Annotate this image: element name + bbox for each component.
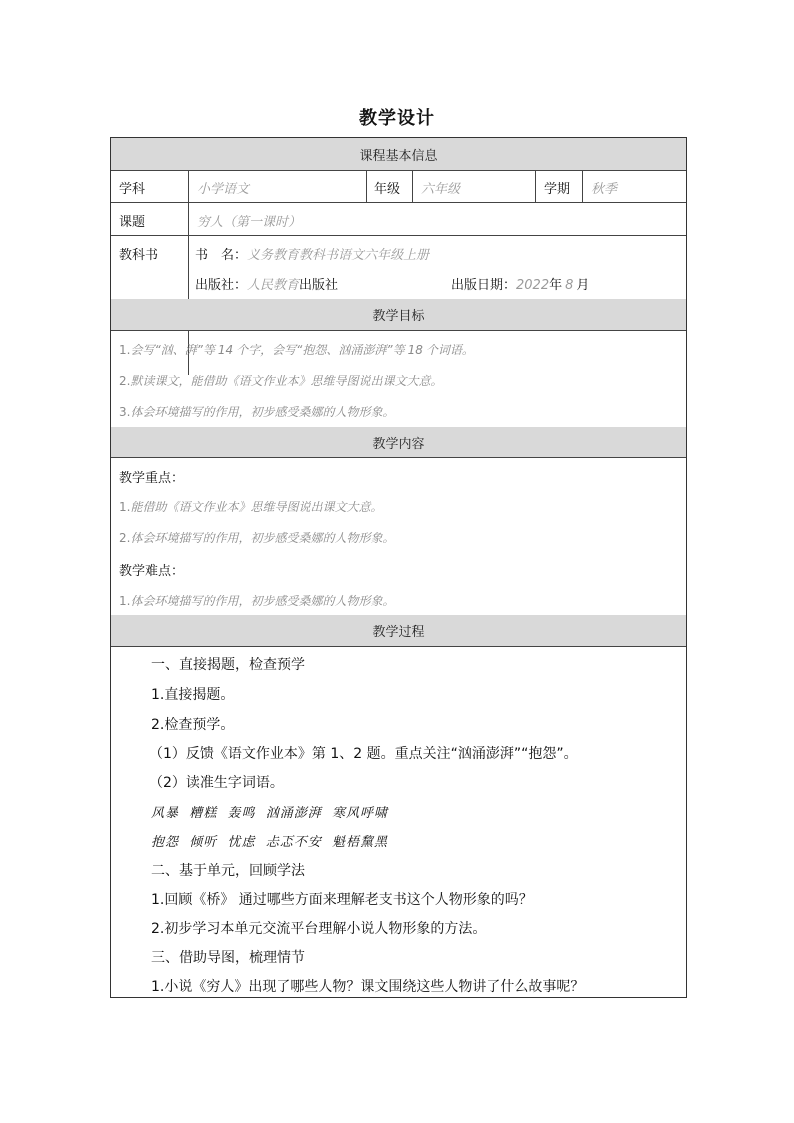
grade-label: 年级 [374,182,401,197]
page-title: 教学设计 [359,108,435,129]
publisher-row [195,274,338,293]
lesson-value: 穷人（第一课时） [197,215,302,230]
publish-year-unit: 年 [549,278,563,293]
publish-date-label: 出版日期： [451,278,517,293]
publisher-label: 出版社： [195,278,248,293]
publisher-value: 人民教育 [247,278,300,293]
lesson-label: 课题 [119,215,146,230]
textbook-label: 教科书 [119,248,159,263]
publish-year: 2022 [516,278,550,293]
publisher-suffix: 出版社 [299,278,339,293]
process-heading: 二、基于单元，回顾学法 [151,863,305,879]
process-step: 1.直接揭题。 [151,687,235,703]
grade-value: 六年级 [421,182,461,197]
subject-value: 小学语文 [197,182,250,197]
process-step: 2.检查预学。 [151,717,235,733]
term-label: 学期 [544,182,571,197]
section-header-objectives: 教学目标 [111,299,686,330]
vocabulary-line: 抱怨 倾听 忧虑 忐忑不安 魁梧黧黑 [151,835,389,850]
publish-month: 8 [565,278,574,293]
section-header-basic-info: 课程基本信息 [111,138,686,170]
process-step: 1.回顾《桥》 通过哪些方面来理解老支书这个人物形象的吗？ [151,892,533,908]
difficulty-label: 教学难点： [119,564,185,579]
process-heading: 三、借助导图，梳理情节 [151,950,305,966]
book-name-value: 义务教育教科书语文六年级上册 [247,248,430,263]
objective-item: 3.体会环境描写的作用，初步感受桑娜的人物形象。 [119,405,395,419]
process-step: 1.小说《穷人》出现了哪些人物？课文围绕这些人物讲了什么故事呢？ [151,979,585,995]
process-step: 2.初步学习本单元交流平台理解小说人物形象的方法。 [151,921,487,937]
section-header-process: 教学过程 [111,615,686,646]
section-header-content: 教学内容 [111,427,686,457]
publish-date-row [451,274,589,293]
objective-item: 2.默读课文，能借助《语文作业本》思维导图说出课文大意。 [119,374,443,388]
process-step: （1）反馈《语文作业本》第 1、2 题。重点关注“汹涌澎湃”“抱怨”。 [149,746,578,762]
process-heading: 一、直接揭题，检查预学 [151,657,305,673]
process-step: （2）读准生字词语。 [149,775,284,791]
subject-label: 学科 [119,182,146,197]
book-name-row [195,244,429,263]
publish-month-unit: 月 [576,278,590,293]
vocabulary-line: 风暴 糟糕 轰鸣 汹涌澎湃 寒风呼啸 [151,806,389,821]
objective-item: 1.会写“汹、湃”等 14 个字，会写“抱怨、汹涌澎湃”等 18 个词语。 [119,343,474,357]
difficulty-item: 1.体会环境描写的作用，初步感受桑娜的人物形象。 [119,594,395,608]
key-points-label: 教学重点： [119,471,185,486]
term-value: 秋季 [591,182,618,197]
key-point-item: 1.能借助《语文作业本》思维导图说出课文大意。 [119,500,383,514]
lesson-plan-table [110,137,687,998]
key-point-item: 2.体会环境描写的作用，初步感受桑娜的人物形象。 [119,531,395,545]
book-name-label: 书 名： [195,248,248,263]
